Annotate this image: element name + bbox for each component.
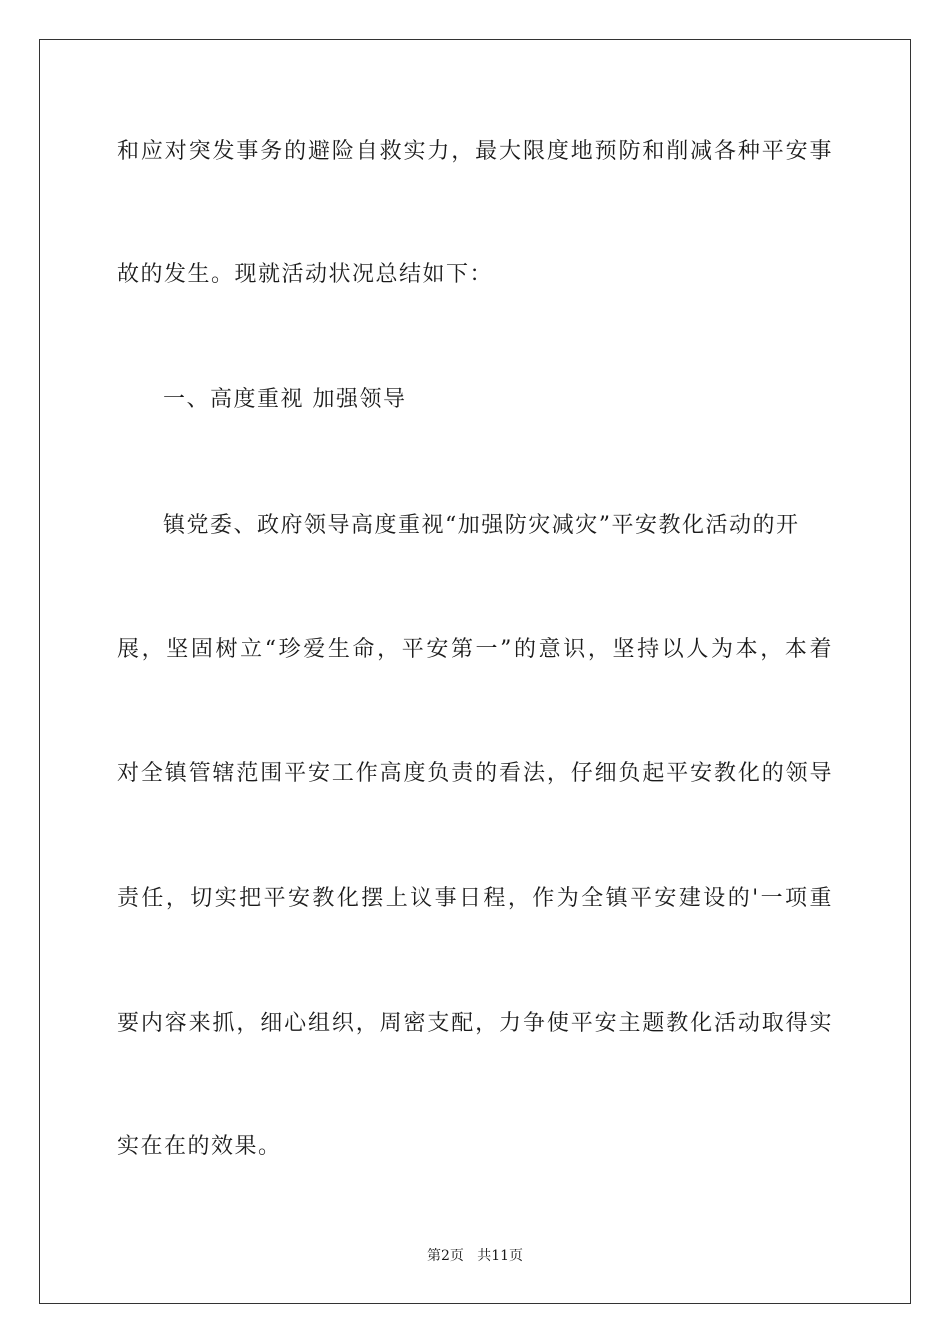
text-line-7: 责任，切实把平安教化摆上议事日程，作为全镇平安建设的'一项重 <box>117 886 833 911</box>
text-line-1: 和应对突发事务的避险自救实力，最大限度地预防和削减各种平安事 <box>117 139 833 164</box>
text-line-2: 故的发生。现就活动状况总结如下： <box>117 262 494 287</box>
text-line-4: 镇党委、政府领导高度重视“加强防灾减灾”平安教化活动的开 <box>163 513 800 538</box>
text-line-6: 对全镇管辖范围平安工作高度负责的看法，仔细负起平安教化的领导 <box>117 761 833 786</box>
section-heading: 一、高度重视 加强领导 <box>163 387 407 412</box>
page-frame <box>39 39 911 1304</box>
text-line-8: 要内容来抓，细心组织，周密支配，力争使平安主题教化活动取得实 <box>117 1011 833 1036</box>
page-number-footer: 第2页 共11页 <box>426 1248 524 1264</box>
text-line-9: 实在在的效果。 <box>117 1134 282 1159</box>
text-line-5: 展，坚固树立“珍爱生命，平安第一”的意识，坚持以人为本，本着 <box>117 637 833 662</box>
